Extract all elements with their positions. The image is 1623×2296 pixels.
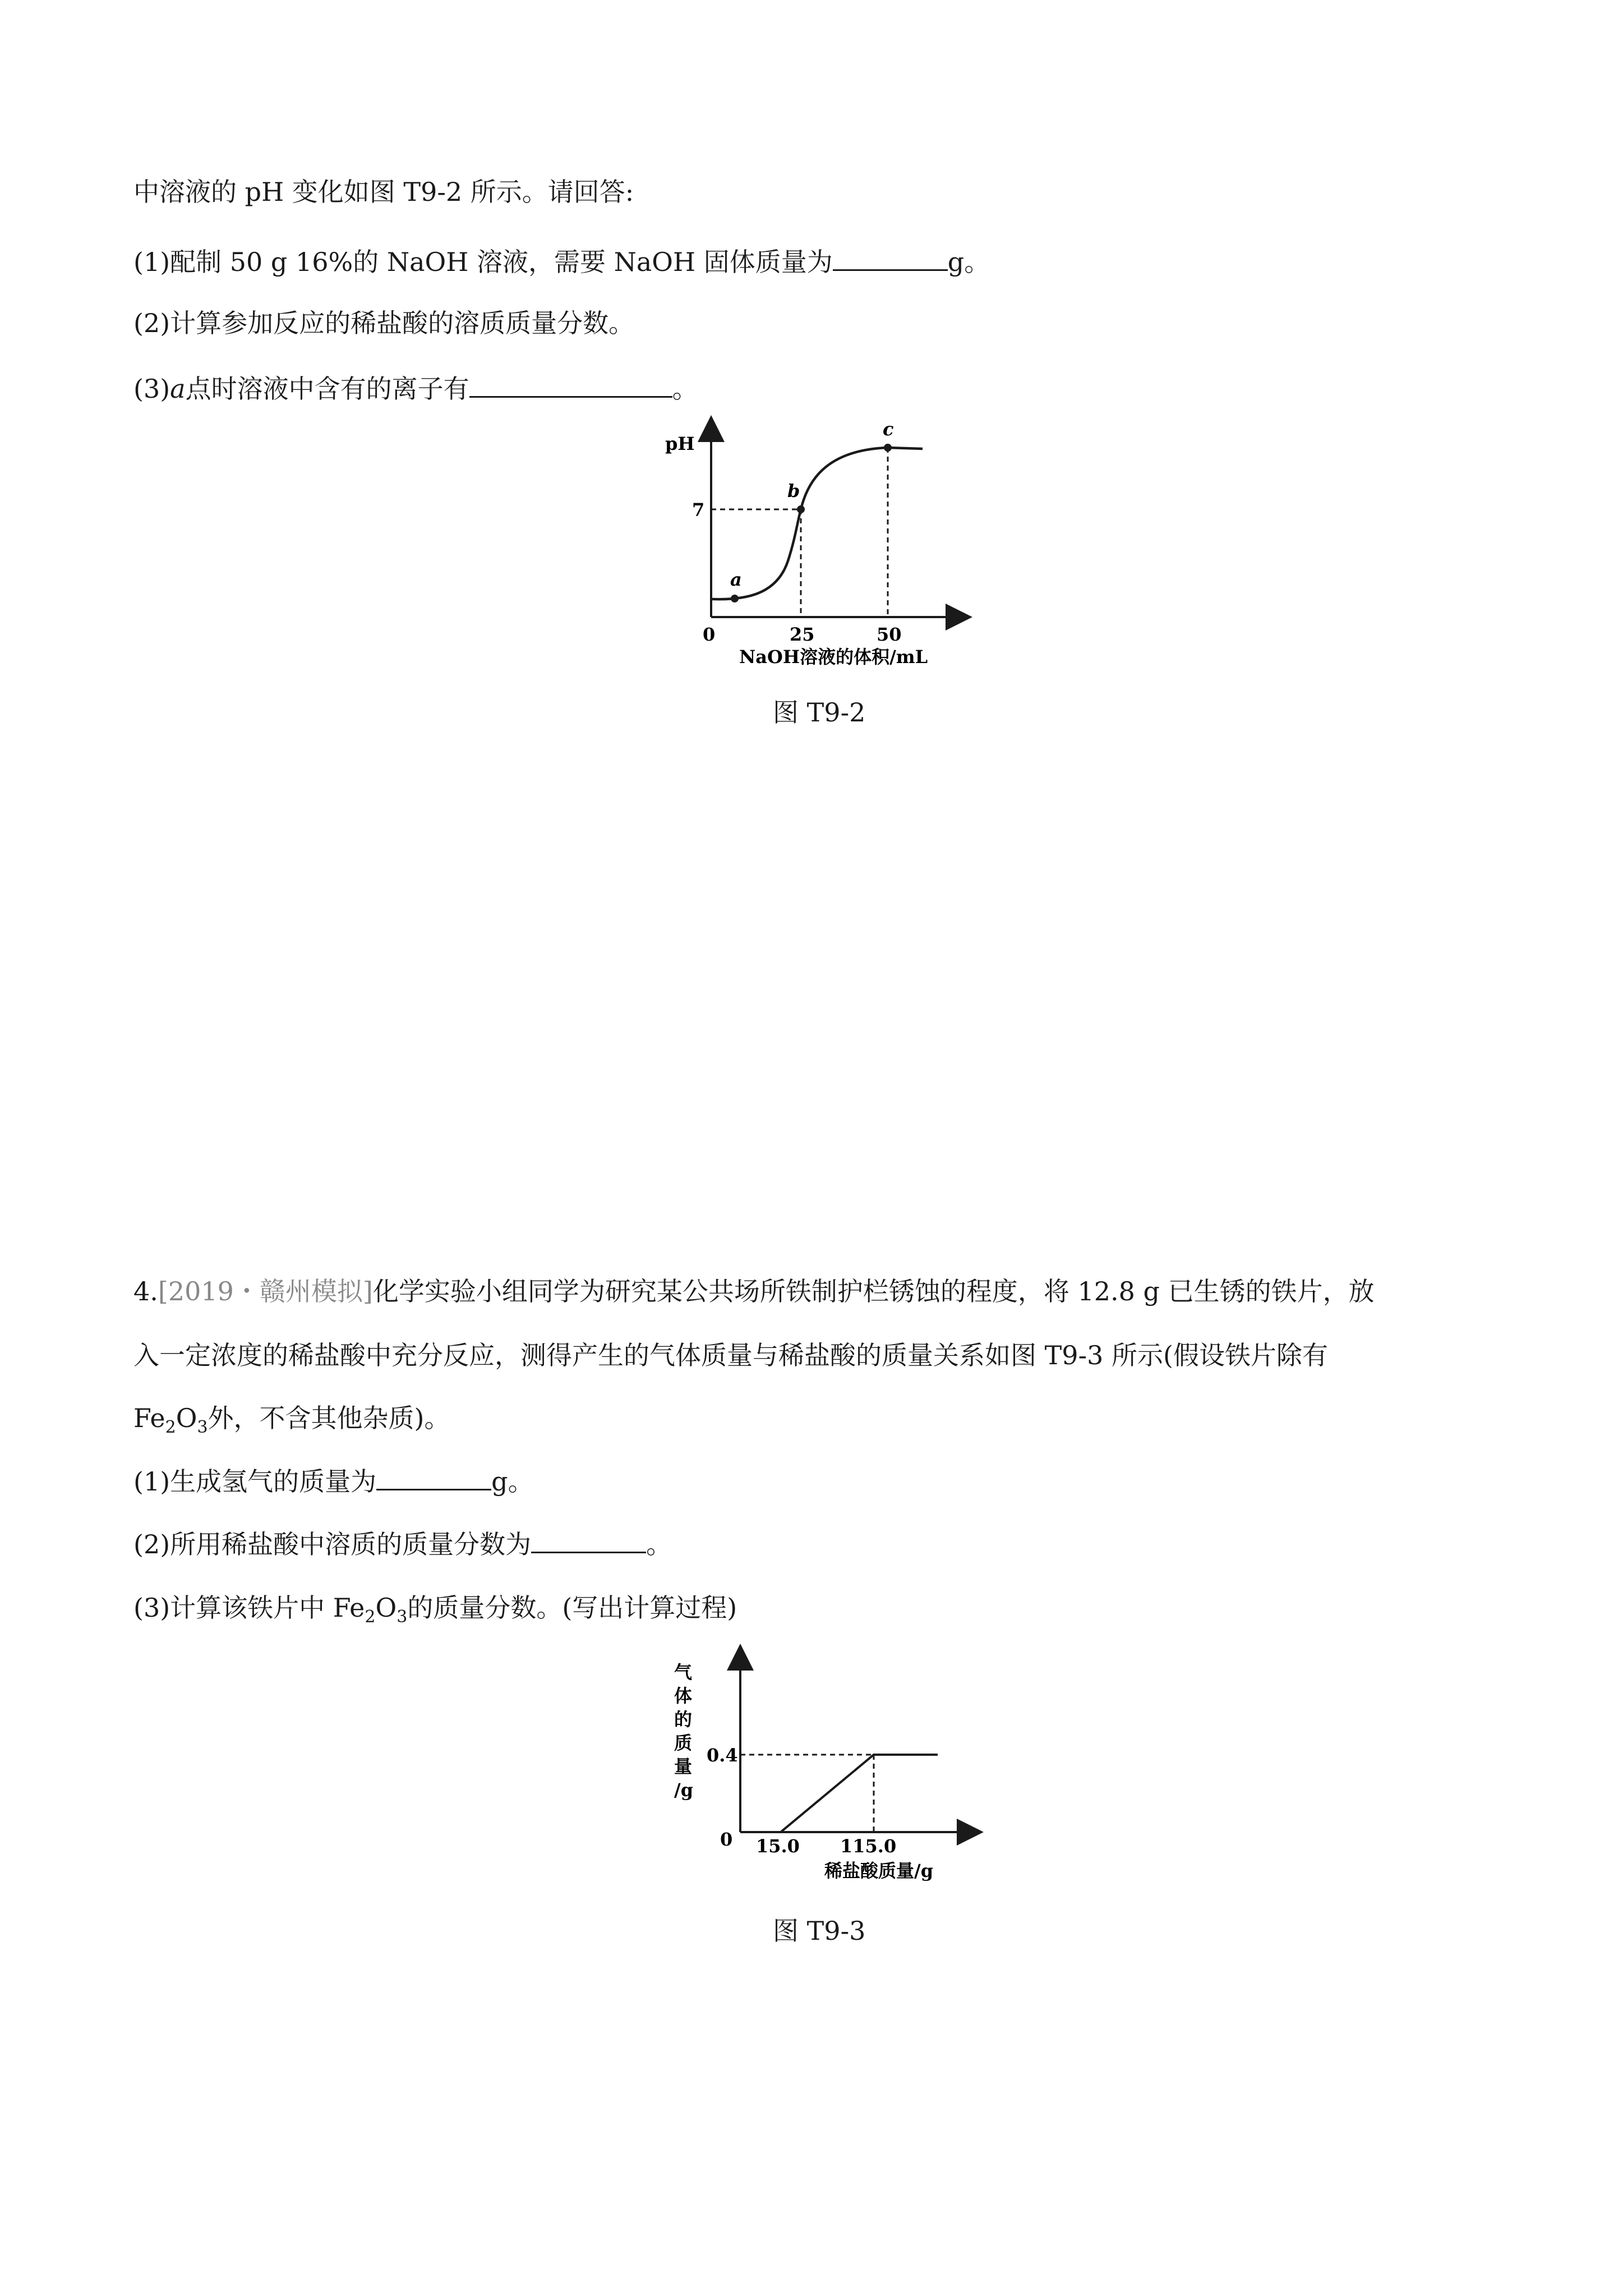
q4-part1-blank[interactable] xyxy=(376,1464,491,1490)
q4-line3-text: 外，不含其他杂质)。 xyxy=(208,1403,450,1433)
q3-part3-prefix: (3) xyxy=(133,374,170,404)
gas-chart-ylabel-char-2: 体 xyxy=(674,1685,693,1706)
q4-part2 xyxy=(133,1527,672,1561)
q3-part3 xyxy=(133,371,698,406)
q4-source: [2019・赣州模拟] xyxy=(158,1276,373,1306)
gas-chart-ylabel-char-1: 气 xyxy=(674,1662,693,1683)
q3-part1-text: (1)配制 50 g 16%的 NaOH 溶液，需要 NaOH 固体质量为 xyxy=(133,247,833,277)
ph-chart-label-a: a xyxy=(730,569,742,590)
q4-line3-sub2: 3 xyxy=(197,1418,208,1438)
ph-chart-point-c xyxy=(884,444,892,452)
q3-part3-end: 。 xyxy=(672,374,698,404)
gas-chart-ylabel-char-5: 量 xyxy=(674,1756,693,1777)
q4-line3-o: O xyxy=(176,1403,197,1433)
q3-part3-blank[interactable] xyxy=(469,371,672,398)
q4-part2-blank[interactable] xyxy=(531,1527,646,1553)
ph-chart-point-b xyxy=(797,505,805,513)
q3-part2: (2)计算参加反应的稀盐酸的溶质质量分数。 xyxy=(133,308,635,338)
ph-chart-xtick-50: 50 xyxy=(877,624,902,645)
gas-chart-ylabel xyxy=(674,1662,693,1801)
fig-t9-2-caption: 图 T9-2 xyxy=(773,697,866,728)
q3-intro: 中溶液的 pH 变化如图 T9-2 所示。请回答: xyxy=(133,177,634,207)
gas-chart-ytick: 0.4 xyxy=(707,1745,738,1766)
q4-part3-text-a: (3)计算该铁片中 Fe xyxy=(133,1593,365,1623)
q4-line1 xyxy=(133,1274,1375,1308)
q4-part3-sub2: 3 xyxy=(396,1607,408,1627)
q4-part3-sub1: 2 xyxy=(365,1607,376,1627)
q4-line2: 入一定浓度的稀盐酸中充分反应，测得产生的气体质量与稀盐酸的质量关系如图 T9-3 所示(假设铁片除有 xyxy=(133,1340,1328,1370)
gas-chart-ylabel-char-4: 质 xyxy=(674,1732,693,1754)
gas-chart-ylabel-char-3: 的 xyxy=(674,1709,693,1730)
q3-part1-blank[interactable] xyxy=(833,245,948,271)
ph-chart-label-b: b xyxy=(787,480,800,501)
q4-part3 xyxy=(133,1591,737,1634)
q4-part3-text-c: 的质量分数。(写出计算过程) xyxy=(407,1593,737,1623)
q4-line3 xyxy=(133,1401,450,1444)
ph-chart-curve xyxy=(712,448,923,599)
gas-chart-xlabel: 稀盐酸质量/g xyxy=(824,1860,934,1881)
fig-t9-3-caption: 图 T9-3 xyxy=(773,1916,866,1946)
q4-number: 4. xyxy=(133,1276,158,1306)
gas-chart-line xyxy=(781,1755,938,1832)
q4-part1-text: (1)生成氢气的质量为 xyxy=(133,1466,377,1497)
ph-titration-chart xyxy=(645,415,981,679)
ph-chart-origin: 0 xyxy=(703,624,716,645)
q4-part1-unit: g。 xyxy=(491,1466,534,1497)
q4-part2-end: 。 xyxy=(646,1529,672,1559)
q4-part3-o: O xyxy=(375,1593,397,1623)
ph-chart-label-c: c xyxy=(883,418,894,440)
q4-part2-text: (2)所用稀盐酸中溶质的质量分数为 xyxy=(133,1529,532,1559)
q4-part1 xyxy=(133,1464,534,1498)
q3-part1-unit: g。 xyxy=(947,247,990,277)
q4-line3-fe: Fe xyxy=(133,1403,165,1433)
ph-chart-point-a xyxy=(731,595,739,602)
gas-chart-xtick-115: 115.0 xyxy=(840,1835,897,1857)
gas-chart-ylabel-char-6: /g xyxy=(674,1779,694,1801)
q3-part1 xyxy=(133,245,990,279)
gas-chart-origin: 0 xyxy=(720,1829,733,1850)
ph-chart-ylabel: pH xyxy=(665,433,695,454)
ph-chart-xlabel: NaOH溶液的体积/mL xyxy=(739,646,928,668)
q4-line1-text: 化学实验小组同学为研究某公共场所铁制护栏锈蚀的程度，将 12.8 g 已生锈的铁片，放 xyxy=(372,1276,1375,1306)
ph-chart-xtick-25: 25 xyxy=(790,624,815,645)
gas-chart-xtick-15: 15.0 xyxy=(756,1835,800,1857)
ph-chart-ytick-7: 7 xyxy=(692,499,705,521)
q4-line3-sub1: 2 xyxy=(165,1418,176,1438)
q3-part3-var: a xyxy=(170,374,186,404)
q3-part3-text: 点时溶液中含有的离子有 xyxy=(185,374,469,404)
gas-mass-chart xyxy=(662,1644,998,1896)
